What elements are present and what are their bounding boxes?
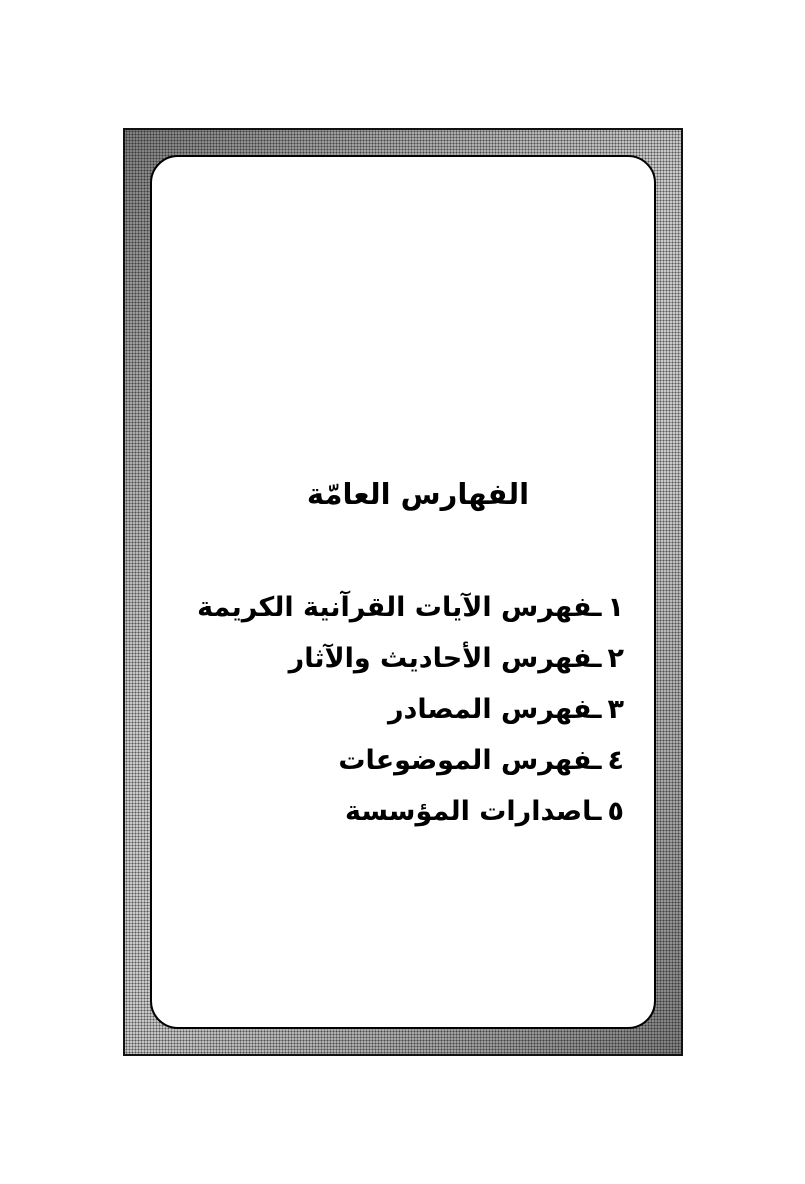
item-number: ٥ bbox=[607, 796, 624, 827]
item-number: ٤ bbox=[607, 745, 624, 776]
item-label: ـاصدارات المؤسسة bbox=[345, 796, 602, 827]
content-panel bbox=[150, 155, 656, 1029]
index-item-4 bbox=[184, 735, 624, 786]
item-number: ٣ bbox=[607, 694, 624, 725]
index-item-2 bbox=[184, 633, 624, 684]
index-item-3 bbox=[184, 684, 624, 735]
index-item-5 bbox=[184, 786, 624, 837]
index-item-1 bbox=[184, 582, 624, 633]
item-number: ١ bbox=[607, 592, 624, 623]
item-label: ـفهرس الآيات القرآنية الكريمة bbox=[197, 592, 602, 623]
page-title: الفهارس العامّة bbox=[306, 477, 530, 511]
decorative-frame bbox=[123, 128, 683, 1056]
item-label: ـفهرس الأحاديث والآثار bbox=[288, 643, 602, 674]
item-number: ٢ bbox=[607, 643, 624, 674]
item-label: ـفهرس المصادر bbox=[387, 694, 602, 725]
index-list bbox=[184, 582, 624, 837]
item-label: ـفهرس الموضوعات bbox=[338, 745, 602, 776]
